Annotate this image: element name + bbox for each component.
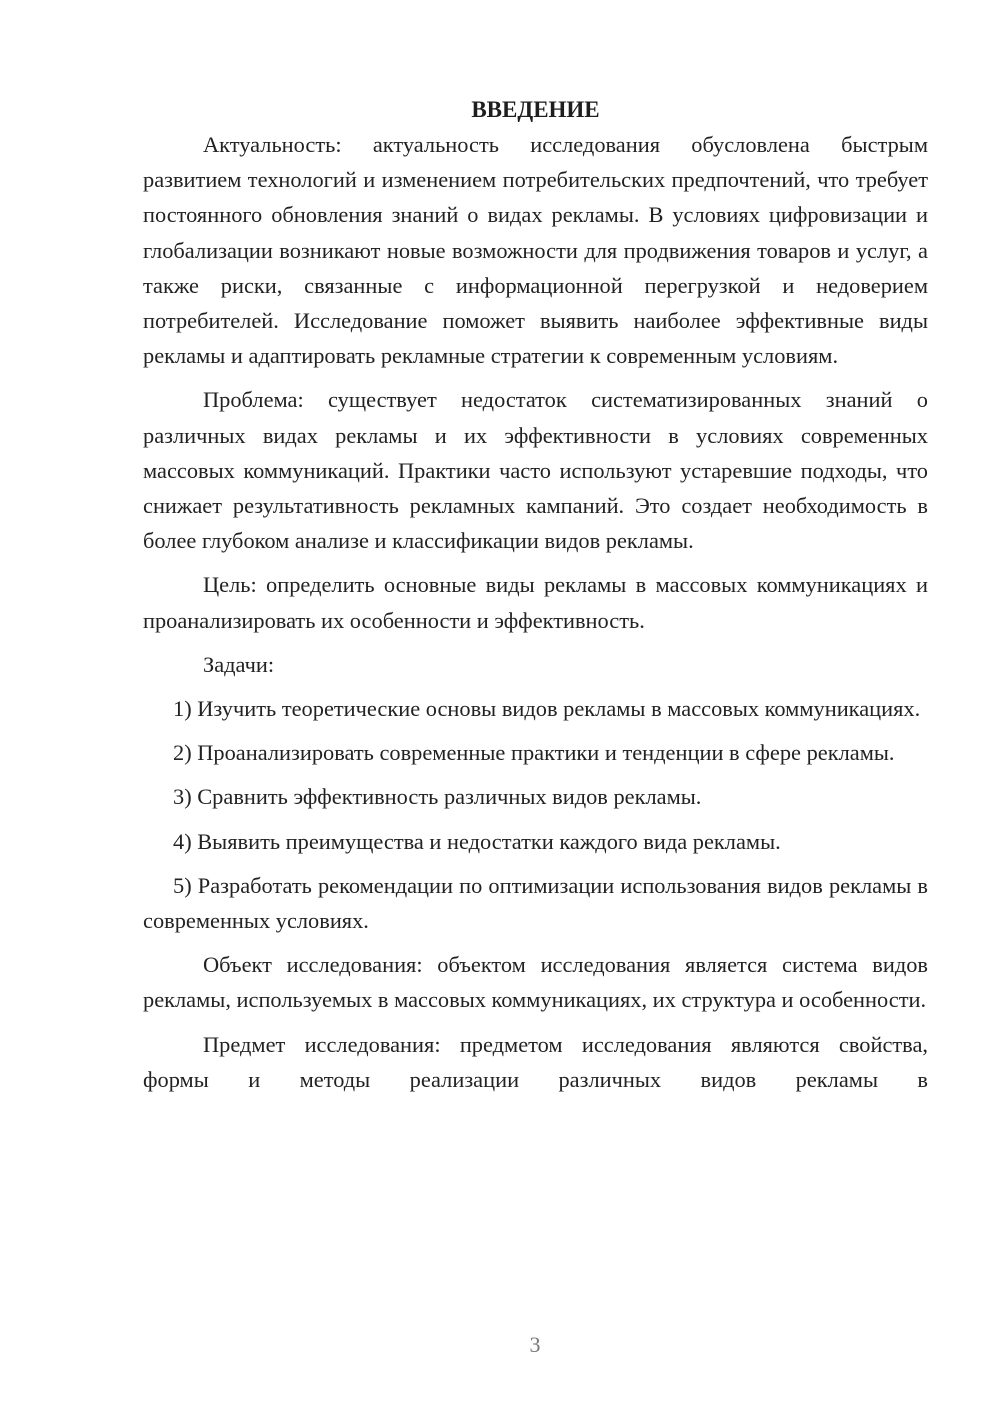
task-item: 3) Сравнить эффективность различных видов рекламы. xyxy=(173,784,702,810)
goal-paragraph: Цель: определить основные виды рекламы в массовых коммуникациях и проанализировать их особенности и эффективность. xyxy=(143,572,928,633)
task-item: 2) Проанализировать современные практики и тенденции в сфере рекламы. xyxy=(173,740,895,766)
page-title: ВВЕДЕНИЕ xyxy=(471,97,600,122)
problem-paragraph: Проблема: существует недостаток систематизированных знаний о различных видах рекламы и их эффективности в условиях современных массовых коммуникаций. Практики часто используют устаревшие подходы, что снижает результативность рекламных кампаний. Это создает необходимость в более глубоком анализе и классификации видов рекламы. xyxy=(143,387,928,554)
task-item: 4) Выявить преимущества и недостатки каждого вида рекламы. xyxy=(173,828,781,854)
relevance-paragraph: Актуальность: актуальность исследования обусловлена быстрым развитием технологий и изменением потребительских предпочтений, что требует постоянного обновления знаний о видах рекламы. В условиях цифровизации и глобализации возникают новые возможности для продвижения товаров и услуг, а также риски, связанные с информационной перегрузкой и недоверием потребителей. Исследование поможет выявить наиболее эффективные виды рекламы и адаптировать рекламные стратегии к современным условиям. xyxy=(143,132,928,369)
subject-paragraph: Предмет исследования: предметом исследования являются свойства, формы и методы реализации различных видов рекламы в xyxy=(143,1031,928,1092)
object-paragraph: Объект исследования: объектом исследования является система видов рекламы, используемых в массовых коммуникациях, их структура и особенности. xyxy=(143,952,928,1013)
tasks-heading: Задачи: xyxy=(203,651,275,677)
task-item: 1) Изучить теоретические основы видов рекламы в массовых коммуникациях. xyxy=(173,696,921,722)
tasks-list xyxy=(143,691,928,938)
task-item: 5) Разработать рекомендации по оптимизации использования видов рекламы в современных условиях. xyxy=(143,872,928,934)
document-page xyxy=(143,92,928,1332)
page-number: 3 xyxy=(529,1332,541,1357)
